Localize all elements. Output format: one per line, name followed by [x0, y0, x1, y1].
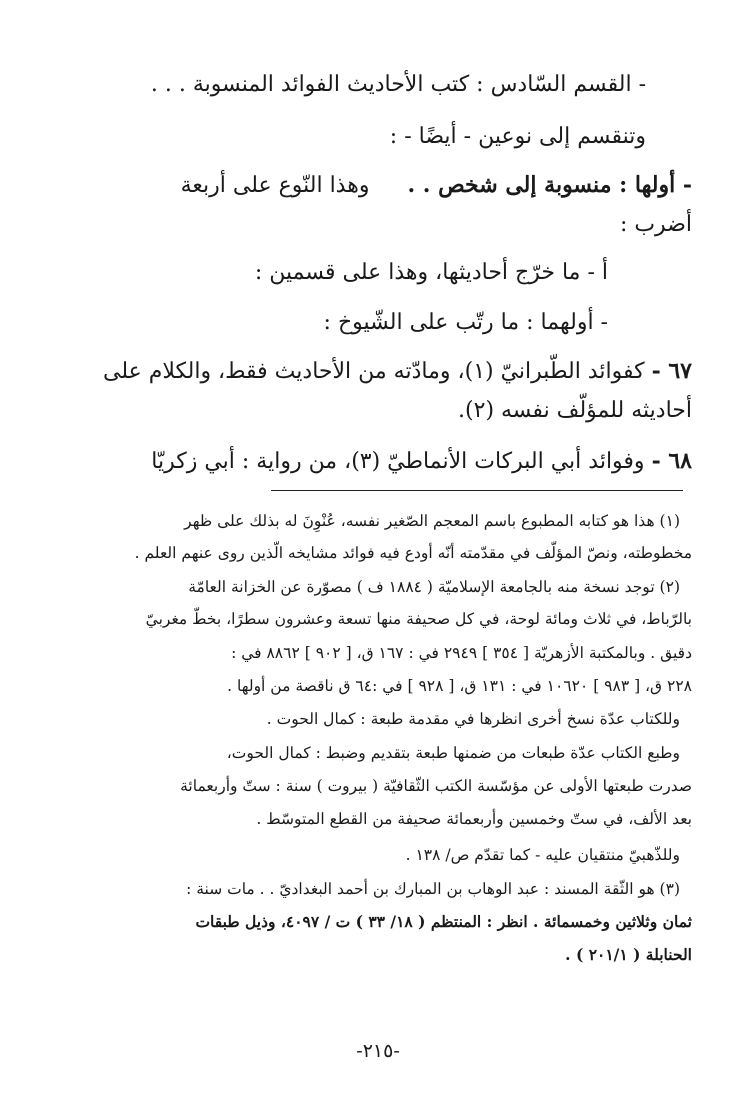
- footnote-3-line2: ثمان وثلاثين وخمسمائة . انظر : المنتظم ( ١٨/ ٣٣ ) ت / ٤٠٩٧، وذيل طبقات: [195, 912, 692, 931]
- item-68-text: وفوائد أبي البركات الأنماطيّ (٣)، من رواية : أبي زكريّا: [151, 449, 645, 474]
- footnote-3-line1: (٣) هو الثّقة المسند : عبد الوهاب بن المبارك بن أحمد البغداديّ . . مات سنة :: [186, 880, 680, 898]
- footnote-1-line1: (١) هذا هو كتابه المطبوع باسم المعجم الصّغير نفسه، عُنْوِنَ له بذلك على ظهر: [184, 512, 680, 530]
- footnote-2-line4: ٢٢٨ ق، [ ٩٨٣ ] ١٠٦٢٠ في : ١٣١ ق، [ ٩٢٨ ] في :٦٤ ق ناقصة من أولها .: [227, 677, 692, 695]
- section-heading: - القسم السّادس : كتب الأحاديث الفوائد المنسوبة . . .: [150, 72, 646, 97]
- first-kind-line: [181, 172, 692, 199]
- footnote-3-line3: الحنابلة ( ٢٠١/١ ) .: [565, 945, 692, 964]
- footnote-2-line1: (٢) توجد نسخة منه بالجامعة الإسلاميّة ( ١٨٨٤ ف ) مصوّرة عن الخزانة العامّة: [188, 578, 680, 596]
- page-number: -٢١٥-: [356, 1040, 400, 1062]
- sub-a1-line: - أولهما : ما رتّب على الشّيوخ :: [323, 310, 608, 335]
- item-68-number: ٦٨ -: [651, 448, 692, 474]
- first-kind-cont: أضرب :: [619, 212, 692, 237]
- footnote-1-line2: مخطوطته، ونصّ المؤلّف في مقدّمته أنّه أودع فيه فوائد مشايخه الّذين روى عنهم العلم .: [134, 544, 692, 562]
- footnote-2-line7: صدرت طبعتها الأولى عن مؤسّسة الكتب الثّقافيّة ( بيروت ) سنة : ستّ وأربعمائة: [180, 777, 692, 795]
- footnote-2-line9: وللذّهبيّ منتقيان عليه - كما تقدّم ص/ ١٣٨ .: [405, 846, 680, 864]
- item-67-text: كفوائد الطّبرانيّ (١)، ومادّته من الأحاديث فقط، والكلام على: [102, 359, 645, 384]
- sub-a-line: أ - ما خرّج أحاديثها، وهذا على قسمين :: [254, 260, 608, 285]
- first-kind-rest: وهذا النّوع على أربعة: [180, 173, 370, 198]
- footnote-2-line8: بعد الألف، في ستّ وخمسين وأربعمائة صحيفة من القطع المتوسّط .: [256, 810, 692, 828]
- item-67-line1: [103, 358, 692, 385]
- item-67-line2: أحاديثه للمؤلّف نفسه (٢).: [458, 398, 692, 423]
- first-kind-bold: - أولها : منسوبة إلى شخص . .: [407, 172, 692, 198]
- item-67-number: ٦٧ -: [651, 358, 692, 384]
- item-68-line1: [151, 448, 692, 475]
- footnote-2-line6: وطبع الكتاب عدّة طبعات من ضمنها طبعة بتقديم وضبط : كمال الحوت،: [226, 744, 680, 762]
- footnote-divider: [271, 490, 683, 491]
- footnote-2-line2: بالرّباط، في ثلاث ومائة لوحة، في كل صحيفة منها تسعة وعشرون سطرًا، بخطّ مغربيّ: [145, 610, 692, 628]
- footnote-2-line3: دقيق . وبالمكتبة الأزهريّة [ ٣٥٤ ] ٢٩٤٩ في : ١٦٧ ق، [ ٩٠٢ ] ٨٨٦٢ في :: [231, 644, 692, 662]
- footnote-2-line5: وللكتاب عدّة نسخ أخرى انظرها في مقدمة طبعة : كمال الحوت .: [266, 710, 680, 728]
- intro-line: وتنقسم إلى نوعين - أيضًا - :: [389, 124, 646, 149]
